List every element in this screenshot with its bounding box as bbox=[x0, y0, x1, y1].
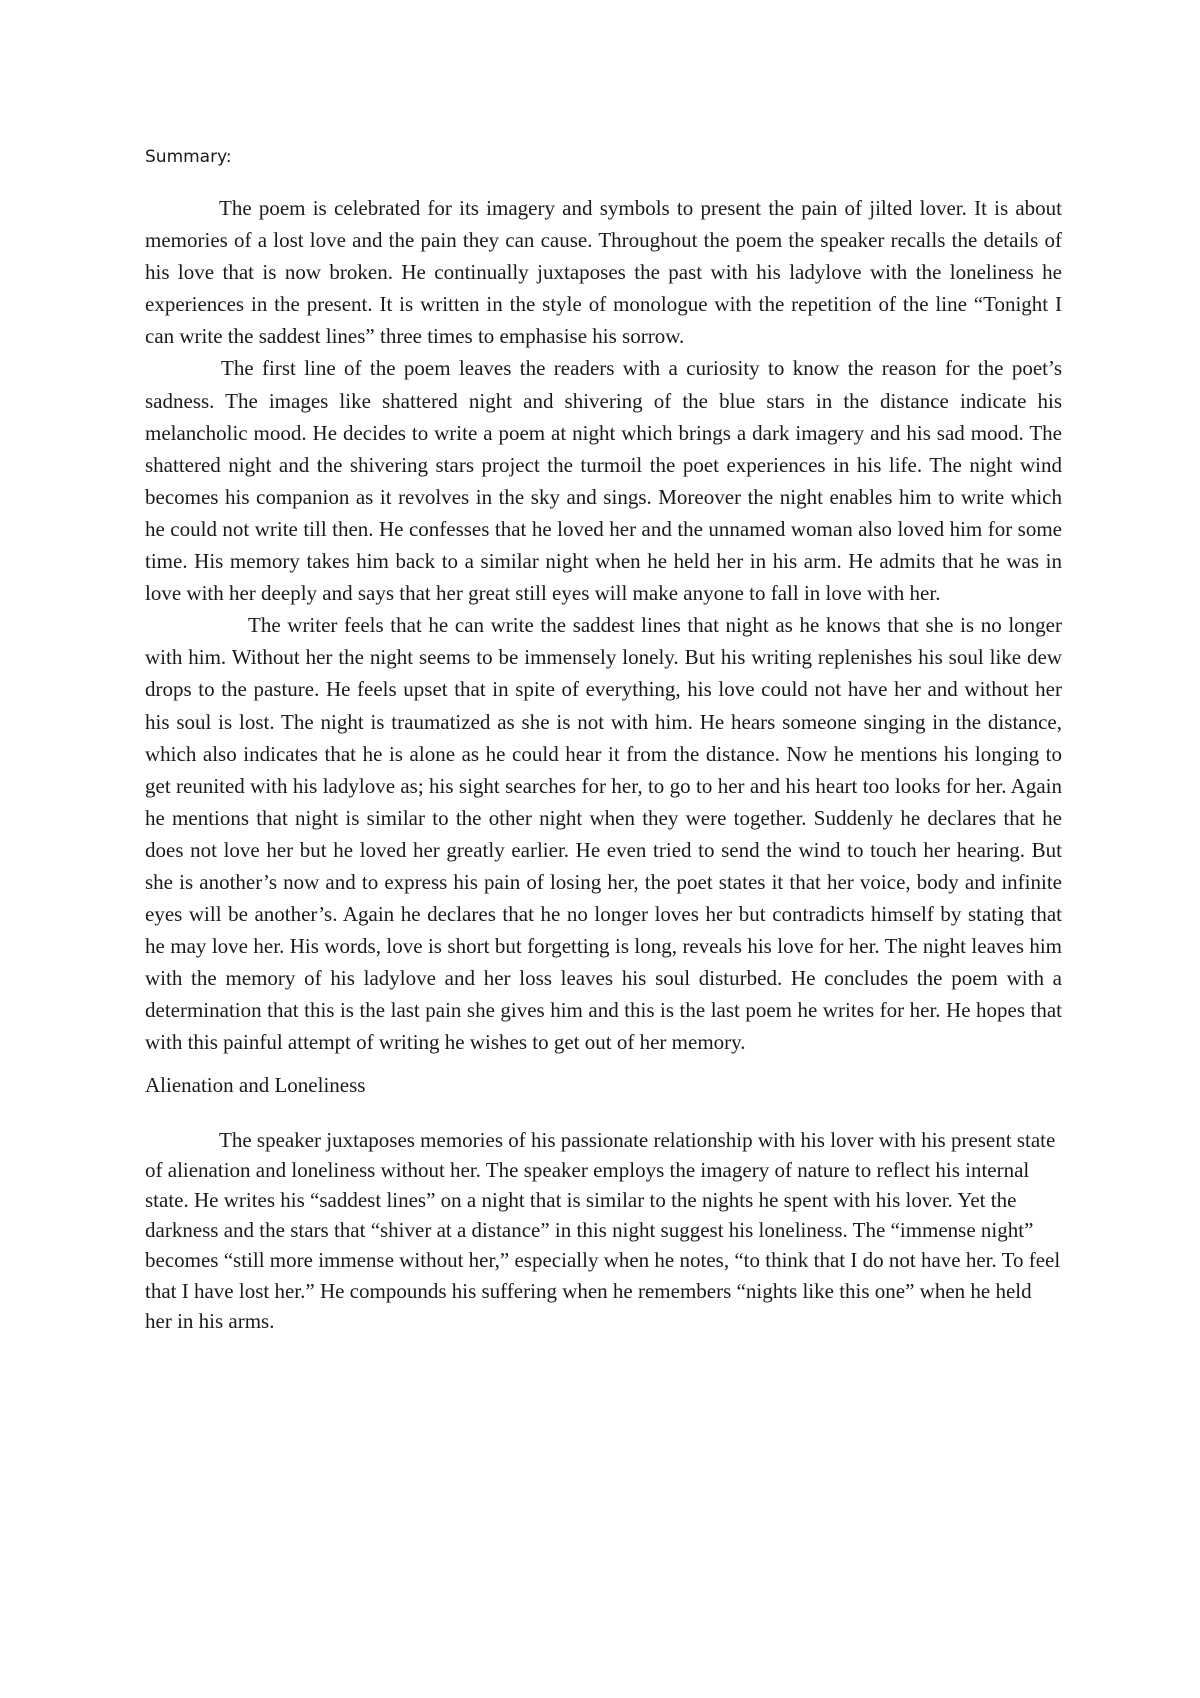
section-heading: Alienation and Loneliness bbox=[145, 1072, 366, 1097]
document-body bbox=[145, 146, 1062, 1336]
summary-heading: Summary: bbox=[145, 147, 232, 167]
summary-paragraph-2: The first line of the poem leaves the readers with a curiosity to know the reason for the poet’s sadness. The images like shattered night and shivering of the blue stars in the distance indicate his melancholic mood. He decides to write a poem at night which brings a dark imagery and his sad mood. The shattered night and the shivering stars project the turmoil the poet experiences in his life. The night wind becomes his companion as it revolves in the sky and sings. Moreover the night enables him to write which he could not write till then. He confesses that he loved her and the unnamed woman also loved him for some time. His memory takes him back to a similar night when he held her in his arm. He admits that he was in love with her deeply and says that her great still eyes will make anyone to fall in love with her. bbox=[145, 356, 1062, 606]
summary-paragraph-3: The writer feels that he can write the saddest lines that night as he knows that she is no longer with him. Without her the night seems to be immensely lonely. But his writing replenishes his soul like dew drops to the pasture. He feels upset that in spite of everything, his love could not have her and without her his soul is lost. The night is traumatized as she is not with him. He hears someone singing in the distance, which also indicates that he is alone as he could hear it from the distance. Now he mentions his longing to get reunited with his ladylove as; his sight searches for her, to go to her and his heart too looks for her. Again he mentions that night is similar to the other night when they were together. Suddenly he declares that he does not love her but he loved her greatly earlier. He even tried to send the wind to touch her hearing. But she is another’s now and to express his pain of losing her, the poet states it that her voice, body and infinite eyes will be another’s. Again he declares that he no longer loves her but contradicts himself by stating that he may love her. His words, love is short but forgetting is long, reveals his love for her. The night leaves him with the memory of his ladylove and her loss leaves his soul disturbed. He concludes the poem with a determination that this is the last pain she gives him and this is the last poem he writes for her. He hopes that with this painful attempt of writing he wishes to get out of her memory. bbox=[145, 613, 1062, 1055]
summary-paragraph-1: The poem is celebrated for its imagery and symbols to present the pain of jilted lover. It is about memories of a lost love and the pain they can cause. Throughout the poem the speaker recalls the details of his love that is now broken. He continually juxtaposes the past with his ladylove with the loneliness he experiences in the present. It is written in the style of monologue with the repetition of the line “Tonight I can write the saddest lines” three times to emphasise his sorrow. bbox=[145, 196, 1062, 349]
section-paragraph: The speaker juxtaposes memories of his passionate relationship with his lover with his present state of alienation and loneliness without her. The speaker employs the imagery of nature to reflect his internal state. He writes his “saddest lines” on a night that is similar to the nights he spent with his lover. Yet the darkness and the stars that “shiver at a distance” in this night suggest his loneliness. The “immense night” becomes “still more immense without her,” especially when he notes, “to think that I do not have her. To feel that I have lost her.” He compounds his suffering when he remembers “nights like this one” when he held her in his arms. bbox=[145, 1127, 1061, 1333]
